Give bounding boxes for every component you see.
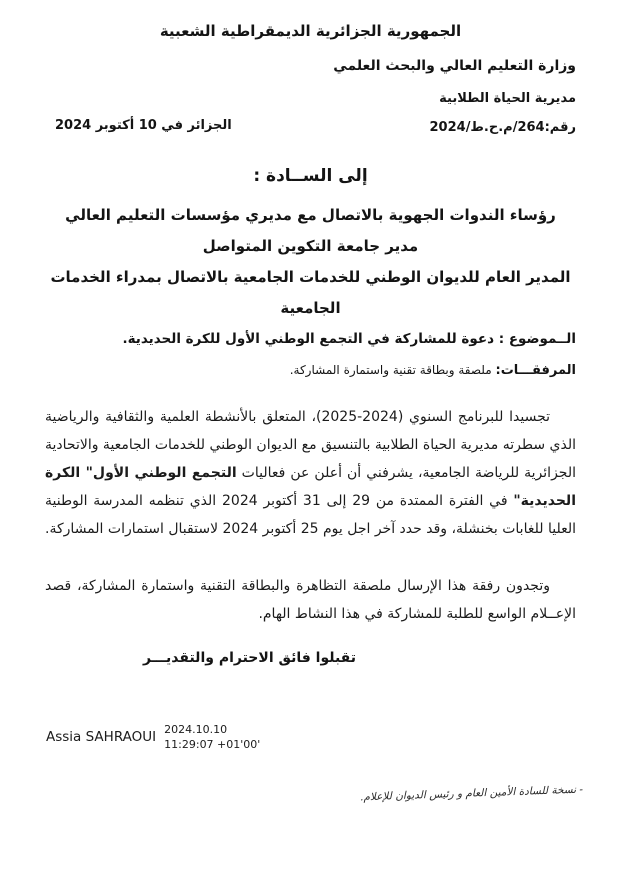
signature-timestamp [164,722,260,752]
digital-signature [46,722,260,752]
directorate-title: مديرية الحياة الطلابية [439,91,576,106]
paragraph1-text-start: تجسيدا للبرنامج السنوي (2024-2025)، المتعلق بالأنشطة العلمية والثقافية والرياضية الذي سطرته مديرية الحياة الطلابية بالتنسيق مع الديوان الوطني للخدمات الجامعية والاتحادية الجزائرية للرياضة الجامعية، يشرفني أن أعلن عن فعاليات [45,409,576,481]
signer-name: Assia SAHRAOUI [46,729,157,745]
closing-formula: تقبلوا فائق الاحترام والتقديـــر [142,650,356,666]
body-paragraph-2 [45,572,576,628]
signature-time: 11:29:07 +01'00' [164,738,261,751]
paragraph2-text: وتجدون رفقة هذا الإرسال ملصقة التظاهرة والبطاقة التقنية واستمارة المشاركة، قصد الإعــلام الواسع للطلبة للمشاركة في هذا النشاط الهام. [45,578,576,622]
reference-number: رقم:264/م.ح.ط/2024 [429,120,576,135]
body-paragraph-1 [45,403,576,543]
ministry-title: وزارة التعليم العالي والبحث العلمي [333,58,576,74]
attachments-label: المرفقـــات: [495,363,576,378]
subject-text: دعوة للمشاركة في التجمع الوطني الأول للكرة الحديدية. [122,331,495,347]
addressee-line-3: المدير العام للديوان الوطني للخدمات الجامعية بالاتصال بمدراء الخدمات الجامعية [50,268,571,317]
subject-line [45,331,576,347]
signature-date: 2024.10.10 [164,723,228,736]
attachments-text: ملصقة وبطاقة تقنية واستمارة المشاركة. [289,363,492,377]
paragraph1-text-end: في الفترة الممتدة من 29 إلى 31 أكتوبر 2024 الذي تنظمه المدرسة الوطنية العليا للغابات بخنشلة، وقد حدد آخر اجل يوم 25 أكتوبر 2024 لاستقبال استمارات المشاركة. [45,493,576,537]
republic-title: الجمهورية الجزائرية الديمقراطية الشعبية [159,22,462,40]
salutation: إلى الســادة : [253,166,368,186]
attachments-line [45,363,576,378]
subject-label: الــموضوع : [498,331,576,347]
city-date: الجزائر في 10 أكتوبر 2024 [55,118,232,133]
addressee-line-2: مدير جامعة التكوين المتواصل [202,237,419,255]
handwritten-copy-note: - نسخة للسادة الأمين العام و رئيس الديوان للإعلام. [359,783,584,804]
addressee-line-1: رؤساء الندوات الجهوية بالاتصال مع مديري مؤسسات التعليم العالي [65,206,556,224]
addressee-list [25,200,596,324]
paragraph1-event-name: التجمع الوطني الأول" الكرة الحديدية" [45,465,576,509]
